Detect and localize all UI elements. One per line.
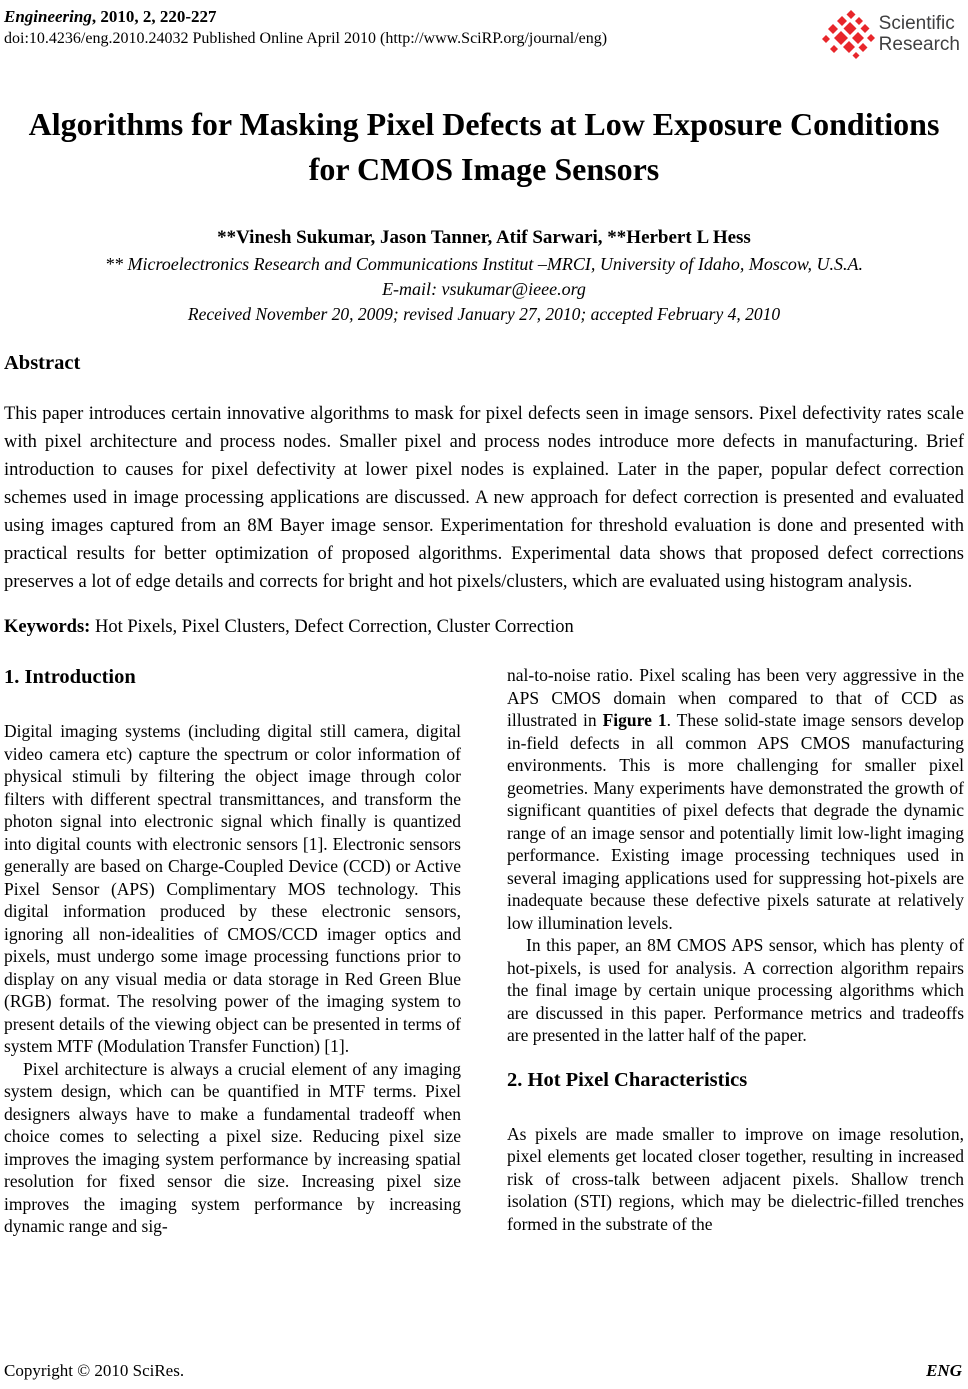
hot-pixel-paragraph-1: As pixels are made smaller to improve on image resolution, pixel elements get located closer together, resulting in increased risk of cross-talk between adjacent pixels. Shallow trench isolation (STI) regions, which may be dielectric-filled trenches formed in the substrate of the: [507, 1123, 964, 1234]
page-header: [4, 6, 964, 60]
two-column-body: [4, 664, 964, 1238]
section-1-heading: 1. Introduction: [4, 666, 136, 688]
keywords-list: Hot Pixels, Pixel Clusters, Defect Correction, Cluster Correction: [90, 617, 574, 637]
journal-code: ENG: [926, 1361, 962, 1380]
scirp-diamonds-icon: [821, 8, 877, 60]
keywords-line: [4, 614, 964, 640]
intro-paragraph-2: Pixel architecture is always a crucial element of any imaging system design, which can be quantified in MTF terms. Pixel designers always have to make a fundamental tradeoff when choice comes to selecting a pixel size. Reducing pixel size improves the imaging system performance by increasing spatial resolution for fixed sensor die size. Increasing pixel size improves the imaging system performance by increasing dynamic range and sig-: [4, 1058, 461, 1236]
doi-line: doi:10.4236/eng.2010.24032 Published Online April 2010 (http://www.SciRP.org/journal/eng): [4, 30, 608, 47]
byline-block: [4, 226, 964, 326]
journal-citation-suffix: , 2010, 2, 220-227: [91, 7, 217, 26]
intro-cont-text-post: . These solid-state image sensors develop in-field defects in all common APS CMOS manufacturing environments. This is more challenging for smaller pixel geometries. Many experiments have demonstrated the growth of significant quantities of pixel defects that degrade the dynamic range of an image sensor and potentially limit low-light imaging performance. Existing image processing techniques used in several imaging applications used for suppressing hot-pixels are inadequate because these defective pixels saturate at relatively low illumination levels.: [507, 710, 964, 933]
received-dates-line: Received November 20, 2009; revised January 27, 2010; accepted February 4, 2010: [187, 304, 781, 324]
copyright-notice: Copyright © 2010 SciRes.: [4, 1361, 185, 1380]
email-line: [4, 278, 964, 301]
scientific-research-logo: [821, 8, 960, 60]
logo-word-scientific: Scientific: [878, 13, 955, 34]
logo-wordmark: [879, 13, 960, 55]
right-column: [507, 664, 964, 1238]
intro-paragraph-1: Digital imaging systems (including digital still camera, digital video camera etc) capture the spectrum or color information of physical stimuli by filtering the object image through color filters with different spectral transmittances, and transform the photon signal into electronic signal which finally is quantized into digital counts with electronic sensors [1]. Electronic sensors generally are based on Charge-Coupled Device (CCD) or Active Pixel Sensor (APS) Complimentary MOS technology. This digital information produced by these electronic sensors, ignoring all non-idealities of CMOS/CCD imager optics and pixels, must undergo some image processing functions prior to display on any visual media or data storage in Red Green Blue (RGB) format. The resolving power of the imaging system to present details of the viewing object can be presented in terms of system MTF (Modulation Transfer Function) [1].: [4, 721, 461, 1056]
figure-1-reference: Figure 1: [602, 710, 667, 730]
abstract-body: This paper introduces certain innovative algorithms to mask for pixel defects seen in image sensors. Pixel defectivity rates scale with pixel architecture and process nodes. Smaller pixel and process nodes introduce more defects in manufacturing. Brief introduction to causes for pixel defectivity at lower pixel nodes is explained. Later in the paper, popular defect correction schemes used in image processing applications are discussed. A new approach for defect correction is presented and evaluated using images captured from an 8M Bayer image sensor. Experimentation for threshold evaluation is done and presented with practical results for better optimization of proposed algorithms. Experimental data shows that proposed defect corrections preserves a lot of edge details and corrects for bright and hot pixels/clusters, which are evaluated using histogram analysis.: [4, 404, 964, 592]
email-address: : vsukumar@ieee.org: [431, 279, 586, 299]
journal-citation: [4, 6, 607, 28]
page-footer: [4, 1361, 962, 1381]
intro-continued-paragraph: [507, 664, 964, 934]
intro-cont-text-pre: nal-to-noise ratio. Pixel scaling has been very aggressive in the APS CMOS domain when compared to that of CCD as illustrated in: [507, 665, 964, 730]
keywords-label: Keywords:: [4, 617, 91, 637]
left-column: [4, 664, 461, 1238]
journal-info: [4, 6, 607, 49]
authors-line: **Vinesh Sukumar, Jason Tanner, Atif Sarwari, **Herbert L Hess: [217, 227, 751, 248]
affiliation-line: ** Microelectronics Research and Communications Institut –MRCI, University of Idaho, Moscow, U.S.A.: [104, 254, 864, 274]
abstract-heading: Abstract: [4, 352, 81, 374]
journal-name: Engineering: [4, 7, 92, 26]
intro-paragraph-3: In this paper, an 8M CMOS APS sensor, which has plenty of hot-pixels, is used for analysis. A correction algorithm repairs the final image by certain unique processing algorithms which are discussed in this paper. Performance metrics and tradeoffs are presented in the latter half of the paper.: [507, 935, 964, 1045]
logo-word-research: Research: [878, 34, 960, 55]
paper-title: Algorithms for Masking Pixel Defects at Low Exposure Conditions for CMOS Image Sensors: [28, 106, 940, 187]
email-label: E-mail: [382, 279, 432, 299]
section-2-heading: 2. Hot Pixel Characteristics: [507, 1068, 748, 1091]
